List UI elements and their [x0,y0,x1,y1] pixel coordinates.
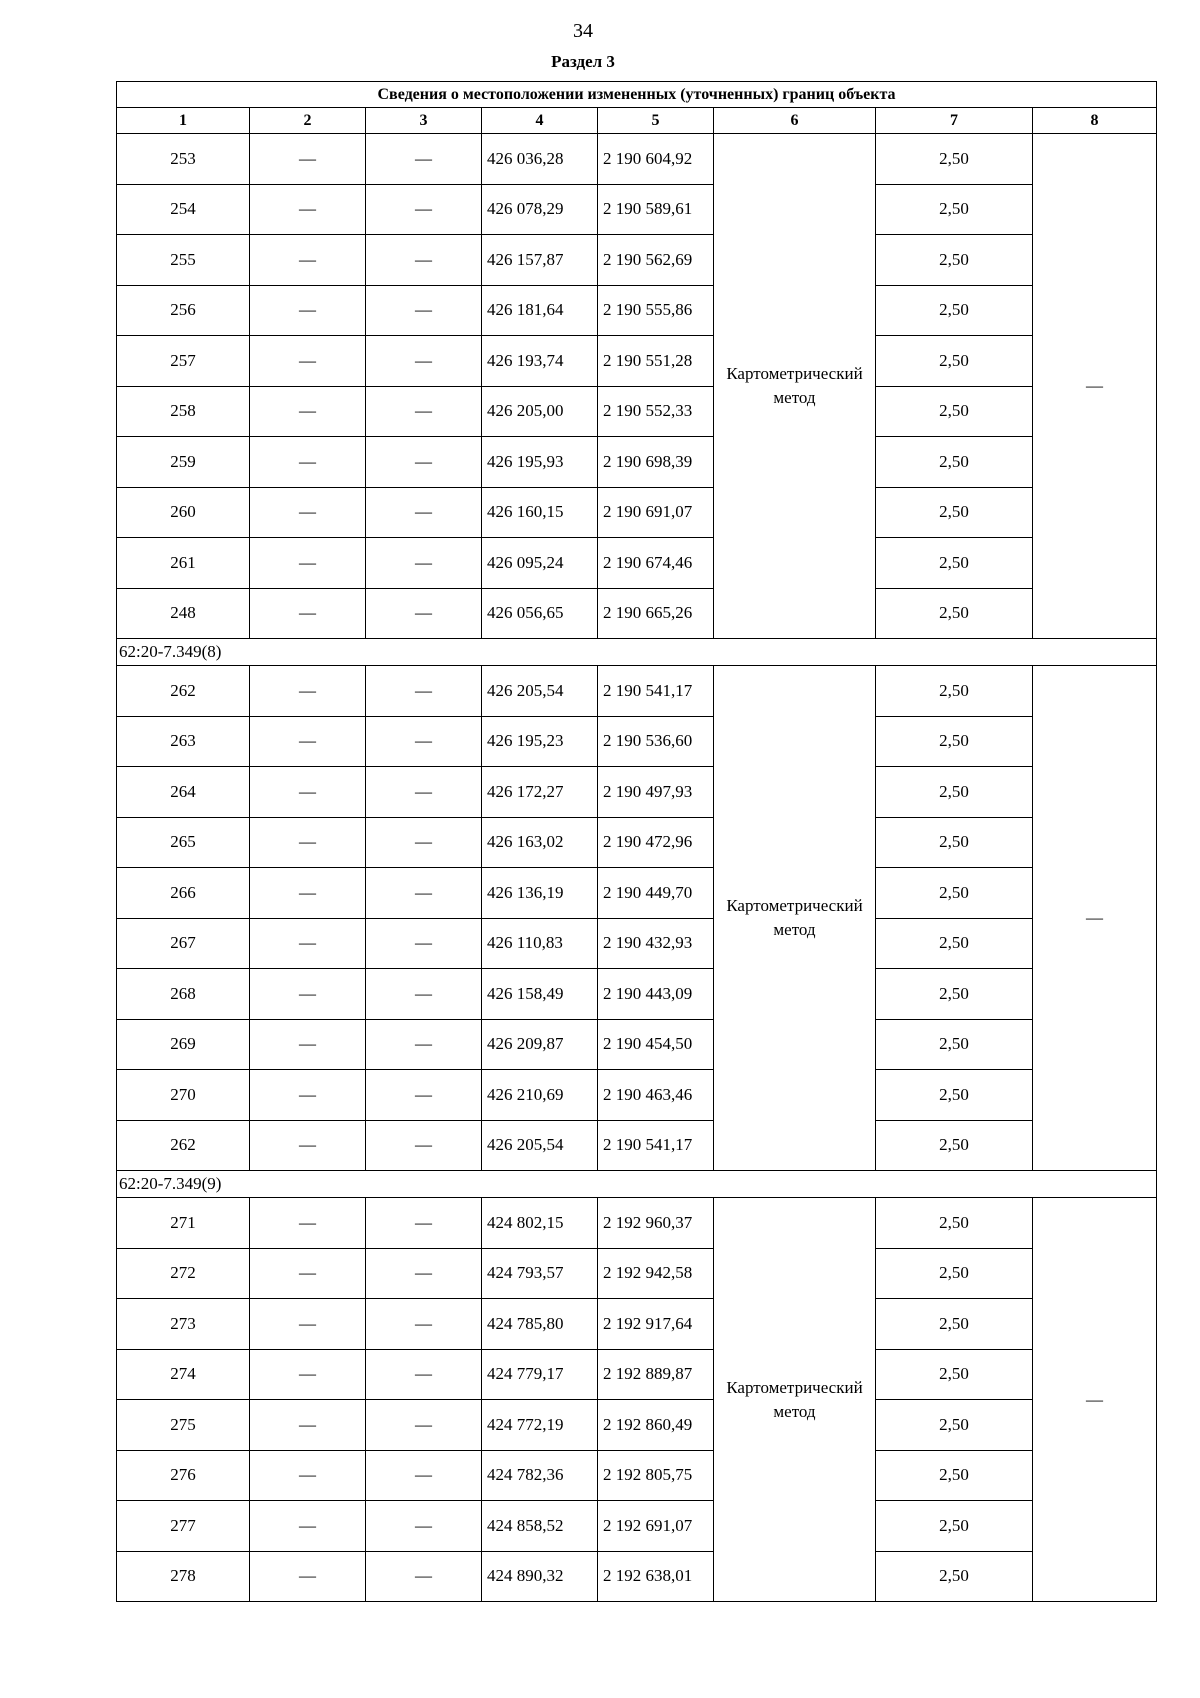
column-3-cell: — [366,666,482,717]
y-coordinate-cell: 2 190 665,26 [598,588,714,639]
point-number-cell: 260 [117,487,250,538]
y-coordinate-cell: 2 190 463,46 [598,1070,714,1121]
group-header-row [117,639,1157,666]
column-2-cell: — [250,1501,366,1552]
x-coordinate-cell: 426 193,74 [482,336,598,387]
column-3-cell: — [366,1551,482,1602]
column-2-cell: — [250,1070,366,1121]
column-3-cell: — [366,1349,482,1400]
point-number-cell: 259 [117,437,250,488]
column-3-cell: — [366,969,482,1020]
y-coordinate-cell: 2 190 674,46 [598,538,714,589]
y-coordinate-cell: 2 192 805,75 [598,1450,714,1501]
group-label: 62:20-7.349(8) [117,639,1157,666]
column-header: 6 [714,108,876,134]
column-3-cell: — [366,817,482,868]
y-coordinate-cell: 2 190 604,92 [598,134,714,185]
y-coordinate-cell: 2 190 432,93 [598,918,714,969]
column-2-cell: — [250,184,366,235]
x-coordinate-cell: 424 890,32 [482,1551,598,1602]
table-row [117,336,1157,387]
table-row [117,666,1157,717]
column-2-cell: — [250,588,366,639]
group-header-row [117,1171,1157,1198]
x-coordinate-cell: 426 158,49 [482,969,598,1020]
x-coordinate-cell: 426 195,23 [482,716,598,767]
y-coordinate-cell: 2 190 449,70 [598,868,714,919]
column-header: 1 [117,108,250,134]
point-number-cell: 278 [117,1551,250,1602]
column-2-cell: — [250,134,366,185]
column-8-cell: — [1033,1198,1157,1602]
x-coordinate-cell: 424 779,17 [482,1349,598,1400]
column-8-cell: — [1033,134,1157,639]
accuracy-cell: 2,50 [876,1299,1033,1350]
x-coordinate-cell: 424 785,80 [482,1299,598,1350]
column-8-cell: — [1033,666,1157,1171]
method-cell: Картометрический метод [714,1198,876,1602]
y-coordinate-cell: 2 190 541,17 [598,1120,714,1171]
table-row [117,767,1157,818]
accuracy-cell: 2,50 [876,1070,1033,1121]
column-3-cell: — [366,716,482,767]
x-coordinate-cell: 426 172,27 [482,767,598,818]
column-3-cell: — [366,437,482,488]
method-cell: Картометрический метод [714,134,876,639]
column-3-cell: — [366,285,482,336]
y-coordinate-cell: 2 190 589,61 [598,184,714,235]
column-3-cell: — [366,1120,482,1171]
y-coordinate-cell: 2 192 691,07 [598,1501,714,1552]
column-2-cell: — [250,1248,366,1299]
accuracy-cell: 2,50 [876,1019,1033,1070]
y-coordinate-cell: 2 192 860,49 [598,1400,714,1451]
accuracy-cell: 2,50 [876,285,1033,336]
x-coordinate-cell: 426 181,64 [482,285,598,336]
column-3-cell: — [366,1070,482,1121]
column-3-cell: — [366,1248,482,1299]
group-label: 62:20-7.349(9) [117,1171,1157,1198]
table-row [117,134,1157,185]
x-coordinate-cell: 424 858,52 [482,1501,598,1552]
table-row [117,184,1157,235]
point-number-cell: 273 [117,1299,250,1350]
table-row [117,716,1157,767]
y-coordinate-cell: 2 190 691,07 [598,487,714,538]
y-coordinate-cell: 2 190 541,17 [598,666,714,717]
accuracy-cell: 2,50 [876,184,1033,235]
column-2-cell: — [250,386,366,437]
point-number-cell: 267 [117,918,250,969]
point-number-cell: 277 [117,1501,250,1552]
column-3-cell: — [366,1501,482,1552]
table-row [117,588,1157,639]
accuracy-cell: 2,50 [876,487,1033,538]
accuracy-cell: 2,50 [876,386,1033,437]
accuracy-cell: 2,50 [876,918,1033,969]
y-coordinate-cell: 2 192 917,64 [598,1299,714,1350]
column-3-cell: — [366,134,482,185]
column-2-cell: — [250,1400,366,1451]
point-number-cell: 276 [117,1450,250,1501]
accuracy-cell: 2,50 [876,969,1033,1020]
column-3-cell: — [366,767,482,818]
table-row [117,437,1157,488]
table-row [117,1198,1157,1249]
y-coordinate-cell: 2 192 942,58 [598,1248,714,1299]
table-row [117,1019,1157,1070]
y-coordinate-cell: 2 190 562,69 [598,235,714,286]
x-coordinate-cell: 426 163,02 [482,817,598,868]
table-row [117,1450,1157,1501]
point-number-cell: 268 [117,969,250,1020]
column-header: 2 [250,108,366,134]
point-number-cell: 269 [117,1019,250,1070]
accuracy-cell: 2,50 [876,588,1033,639]
y-coordinate-cell: 2 190 698,39 [598,437,714,488]
x-coordinate-cell: 426 160,15 [482,487,598,538]
point-number-cell: 253 [117,134,250,185]
y-coordinate-cell: 2 190 443,09 [598,969,714,1020]
column-2-cell: — [250,1349,366,1400]
accuracy-cell: 2,50 [876,235,1033,286]
accuracy-cell: 2,50 [876,538,1033,589]
column-2-cell: — [250,1198,366,1249]
x-coordinate-cell: 426 209,87 [482,1019,598,1070]
column-3-cell: — [366,1198,482,1249]
column-3-cell: — [366,1400,482,1451]
table-row [117,918,1157,969]
column-header-row [117,108,1157,134]
y-coordinate-cell: 2 192 960,37 [598,1198,714,1249]
accuracy-cell: 2,50 [876,1501,1033,1552]
accuracy-cell: 2,50 [876,1349,1033,1400]
column-3-cell: — [366,386,482,437]
table-row [117,235,1157,286]
column-2-cell: — [250,487,366,538]
table-row [117,538,1157,589]
table-title: Сведения о местоположении измененных (уточненных) границ объекта [117,82,1157,108]
y-coordinate-cell: 2 190 454,50 [598,1019,714,1070]
column-2-cell: — [250,1450,366,1501]
column-header: 4 [482,108,598,134]
table-row [117,285,1157,336]
page-number: 34 [573,20,593,42]
table-row [117,868,1157,919]
column-2-cell: — [250,767,366,818]
x-coordinate-cell: 426 210,69 [482,1070,598,1121]
table-row [117,487,1157,538]
column-2-cell: — [250,666,366,717]
column-3-cell: — [366,487,482,538]
point-number-cell: 261 [117,538,250,589]
point-number-cell: 275 [117,1400,250,1451]
x-coordinate-cell: 424 772,19 [482,1400,598,1451]
x-coordinate-cell: 426 078,29 [482,184,598,235]
table-row [117,1120,1157,1171]
point-number-cell: 272 [117,1248,250,1299]
accuracy-cell: 2,50 [876,1198,1033,1249]
section-title: Раздел 3 [551,52,615,71]
column-2-cell: — [250,716,366,767]
point-number-cell: 270 [117,1070,250,1121]
table-row [117,969,1157,1020]
column-3-cell: — [366,538,482,589]
accuracy-cell: 2,50 [876,817,1033,868]
column-header: 3 [366,108,482,134]
y-coordinate-cell: 2 190 536,60 [598,716,714,767]
point-number-cell: 262 [117,666,250,717]
table-title-row [117,82,1157,108]
accuracy-cell: 2,50 [876,1248,1033,1299]
table-row [117,1349,1157,1400]
y-coordinate-cell: 2 190 497,93 [598,767,714,818]
point-number-cell: 254 [117,184,250,235]
point-number-cell: 265 [117,817,250,868]
table-row [117,1501,1157,1552]
point-number-cell: 256 [117,285,250,336]
column-2-cell: — [250,918,366,969]
y-coordinate-cell: 2 190 472,96 [598,817,714,868]
x-coordinate-cell: 426 095,24 [482,538,598,589]
x-coordinate-cell: 424 782,36 [482,1450,598,1501]
point-number-cell: 258 [117,386,250,437]
y-coordinate-cell: 2 190 552,33 [598,386,714,437]
column-2-cell: — [250,1551,366,1602]
column-2-cell: — [250,1299,366,1350]
column-3-cell: — [366,1299,482,1350]
column-2-cell: — [250,235,366,286]
y-coordinate-cell: 2 190 551,28 [598,336,714,387]
column-header: 8 [1033,108,1157,134]
column-header: 7 [876,108,1033,134]
column-3-cell: — [366,918,482,969]
point-number-cell: 271 [117,1198,250,1249]
column-2-cell: — [250,969,366,1020]
column-3-cell: — [366,235,482,286]
accuracy-cell: 2,50 [876,767,1033,818]
x-coordinate-cell: 426 205,00 [482,386,598,437]
column-2-cell: — [250,868,366,919]
column-3-cell: — [366,1019,482,1070]
column-2-cell: — [250,1019,366,1070]
x-coordinate-cell: 424 793,57 [482,1248,598,1299]
point-number-cell: 257 [117,336,250,387]
accuracy-cell: 2,50 [876,134,1033,185]
column-2-cell: — [250,1120,366,1171]
accuracy-cell: 2,50 [876,336,1033,387]
accuracy-cell: 2,50 [876,1400,1033,1451]
x-coordinate-cell: 424 802,15 [482,1198,598,1249]
column-3-cell: — [366,336,482,387]
x-coordinate-cell: 426 205,54 [482,1120,598,1171]
method-cell: Картометрический метод [714,666,876,1171]
x-coordinate-cell: 426 056,65 [482,588,598,639]
y-coordinate-cell: 2 192 638,01 [598,1551,714,1602]
column-3-cell: — [366,868,482,919]
point-number-cell: 263 [117,716,250,767]
accuracy-cell: 2,50 [876,716,1033,767]
column-2-cell: — [250,336,366,387]
column-2-cell: — [250,285,366,336]
accuracy-cell: 2,50 [876,666,1033,717]
column-2-cell: — [250,538,366,589]
x-coordinate-cell: 426 157,87 [482,235,598,286]
table-row [117,817,1157,868]
point-number-cell: 262 [117,1120,250,1171]
table-row [117,1070,1157,1121]
table-row [117,1400,1157,1451]
accuracy-cell: 2,50 [876,1450,1033,1501]
point-number-cell: 248 [117,588,250,639]
point-number-cell: 255 [117,235,250,286]
point-number-cell: 264 [117,767,250,818]
x-coordinate-cell: 426 136,19 [482,868,598,919]
y-coordinate-cell: 2 192 889,87 [598,1349,714,1400]
column-3-cell: — [366,184,482,235]
x-coordinate-cell: 426 036,28 [482,134,598,185]
point-number-cell: 266 [117,868,250,919]
column-3-cell: — [366,1450,482,1501]
boundary-coordinates-table [116,81,1157,1602]
column-2-cell: — [250,817,366,868]
table-body [117,82,1157,1602]
column-header: 5 [598,108,714,134]
accuracy-cell: 2,50 [876,1120,1033,1171]
point-number-cell: 274 [117,1349,250,1400]
table-row [117,1248,1157,1299]
table-row [117,1299,1157,1350]
table-row [117,1551,1157,1602]
column-2-cell: — [250,437,366,488]
accuracy-cell: 2,50 [876,437,1033,488]
x-coordinate-cell: 426 195,93 [482,437,598,488]
x-coordinate-cell: 426 110,83 [482,918,598,969]
y-coordinate-cell: 2 190 555,86 [598,285,714,336]
x-coordinate-cell: 426 205,54 [482,666,598,717]
accuracy-cell: 2,50 [876,1551,1033,1602]
column-3-cell: — [366,588,482,639]
table-row [117,386,1157,437]
accuracy-cell: 2,50 [876,868,1033,919]
